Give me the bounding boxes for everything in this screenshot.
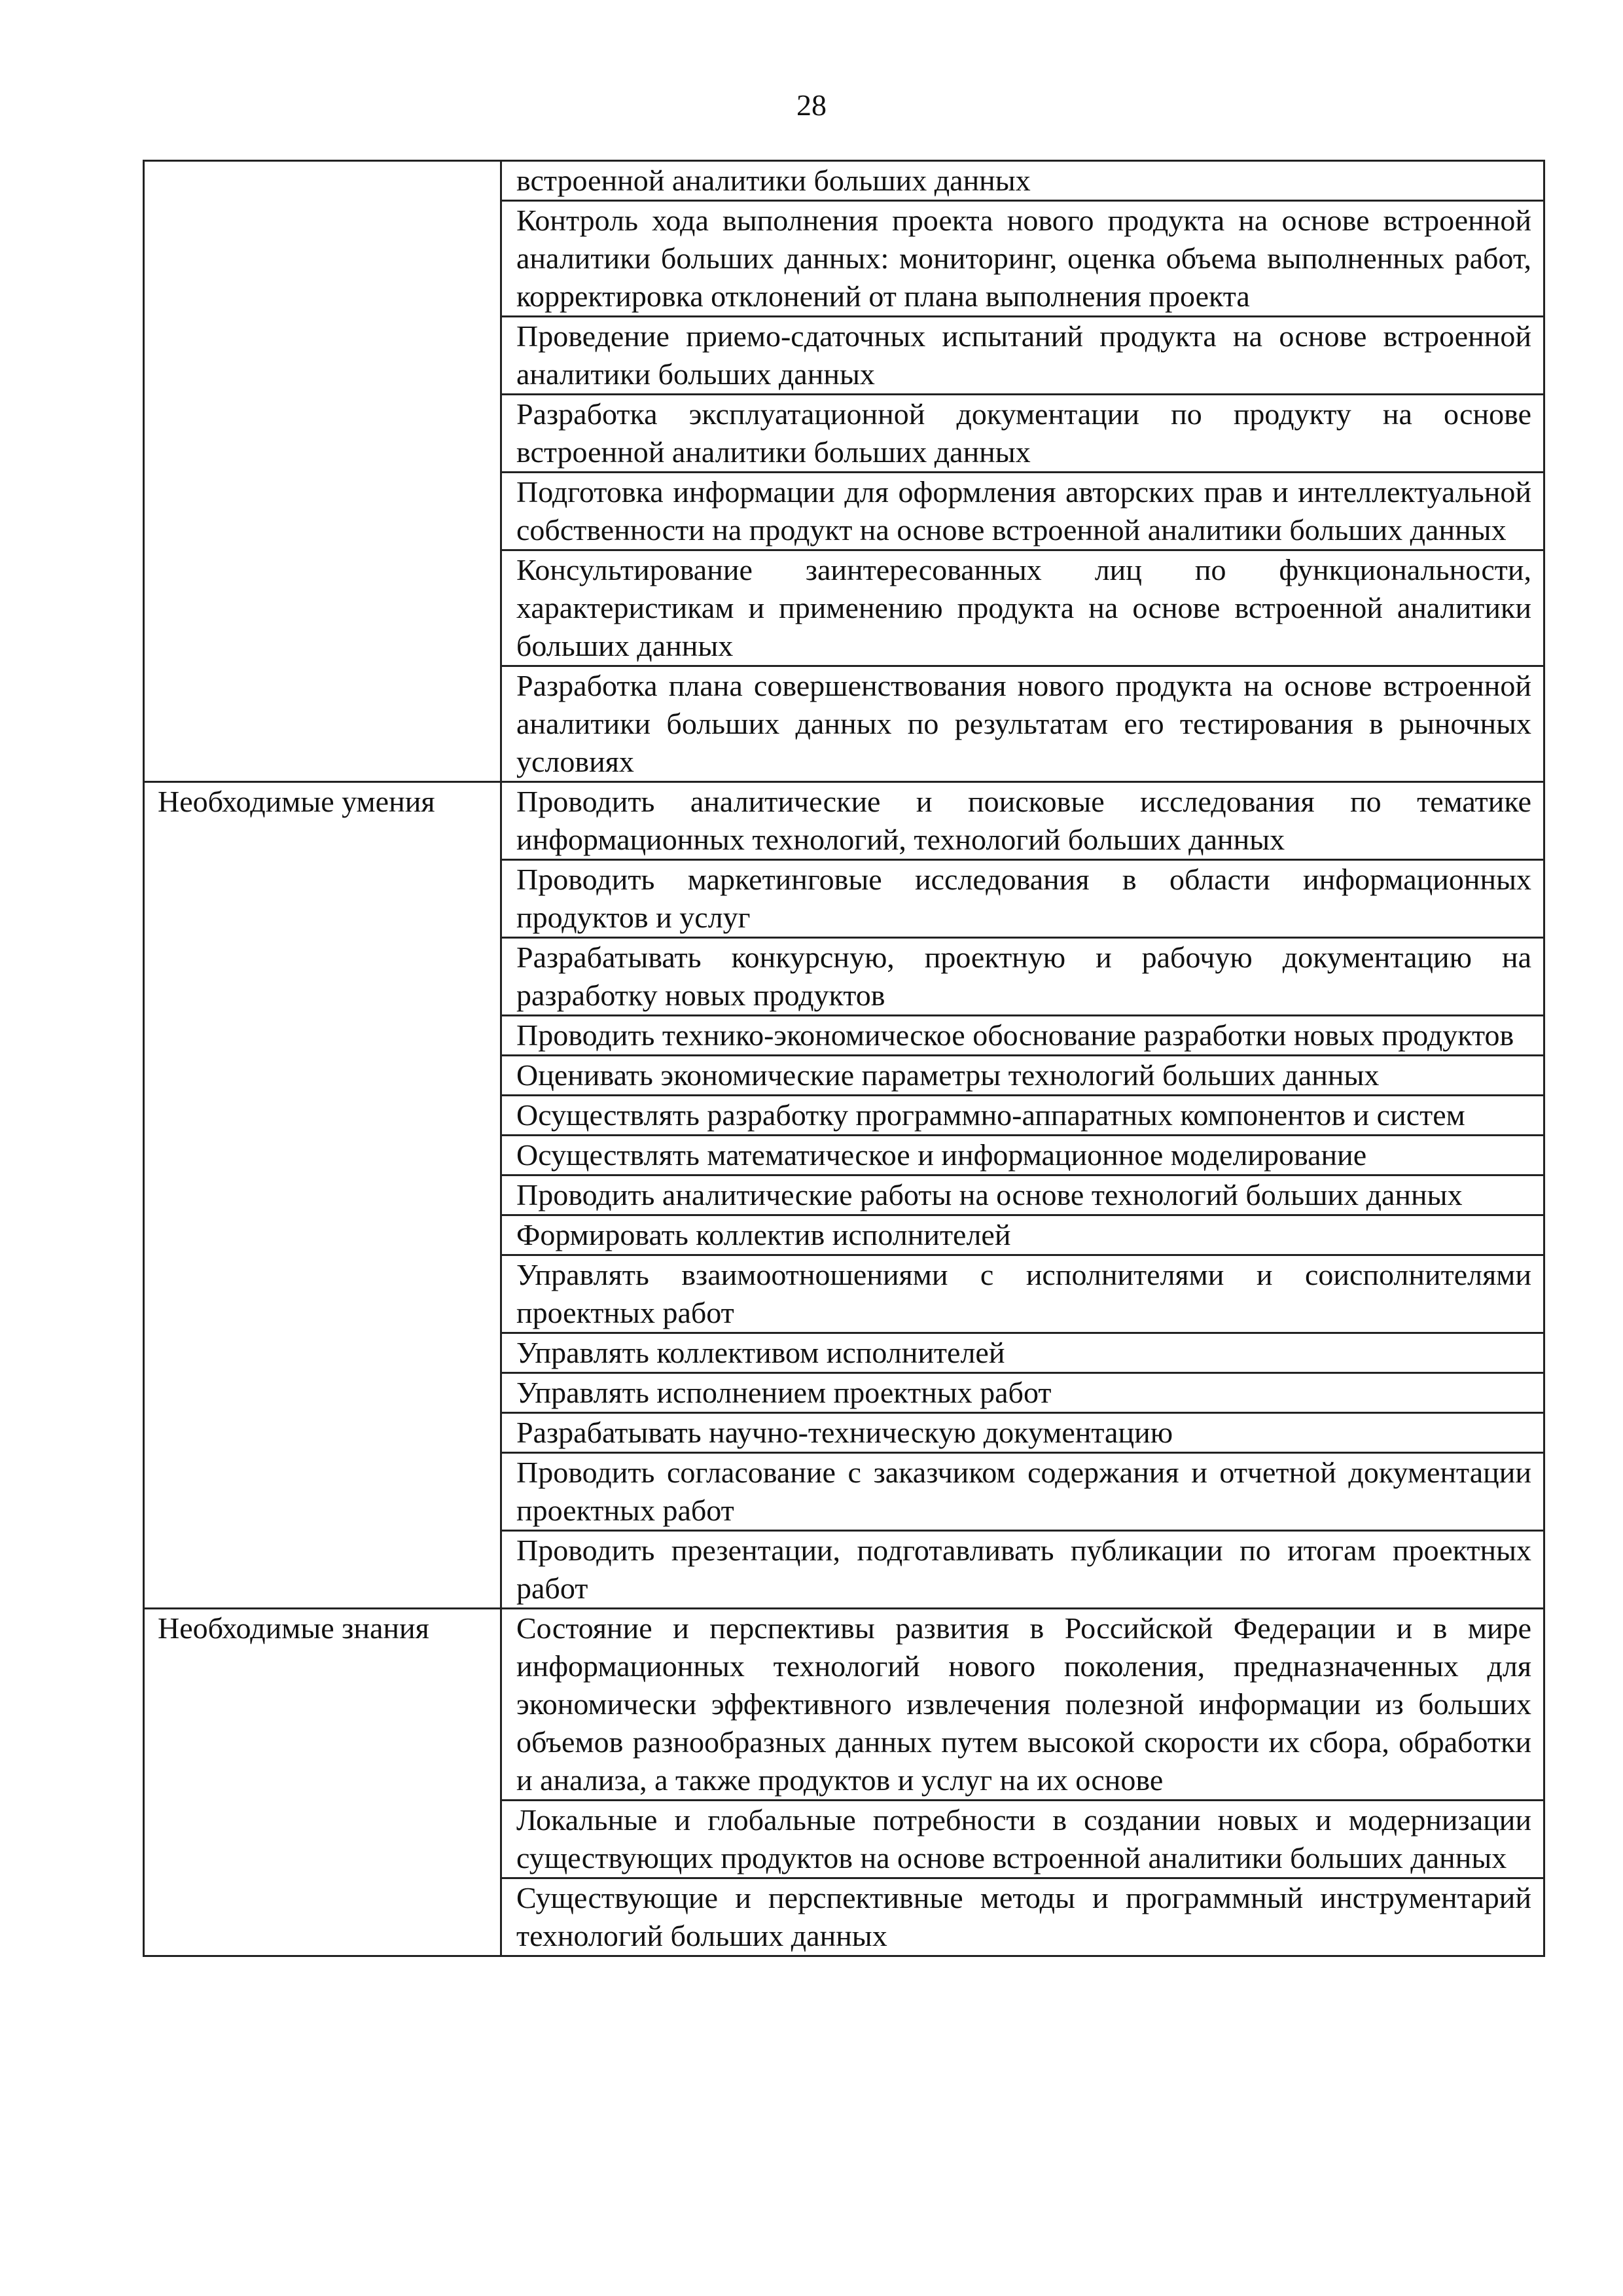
requirement-cell: Проводить презентации, подготавливать публикации по итогам проектных работ [501, 1531, 1544, 1609]
requirement-cell: Разрабатывать конкурсную, проектную и рабочую документацию на разработку новых продуктов [501, 938, 1544, 1016]
requirement-cell: встроенной аналитики больших данных [501, 161, 1544, 201]
requirement-cell: Разработка эксплуатационной документации по продукту на основе встроенной аналитики больших данных [501, 395, 1544, 473]
section-label-cell: Необходимые знания [144, 1609, 501, 1956]
requirement-cell: Контроль хода выполнения проекта нового продукта на основе встроенной аналитики больших данных: мониторинг, оценка объема выполненных работ, корректировка отклонений от плана выполнения проекта [501, 201, 1544, 317]
requirement-cell: Оценивать экономические параметры технологий больших данных [501, 1056, 1544, 1096]
requirement-cell: Разрабатывать научно-техническую документацию [501, 1413, 1544, 1453]
requirements-table-body [144, 161, 1544, 1956]
page-number: 28 [796, 88, 827, 122]
requirement-cell: Управлять взаимоотношениями с исполнителями и соисполнителями проектных работ [501, 1255, 1544, 1333]
requirement-cell: Осуществлять разработку программно-аппаратных компонентов и систем [501, 1096, 1544, 1136]
requirement-cell: Существующие и перспективные методы и программный инструментарий технологий больших данных [501, 1878, 1544, 1956]
section-label-cell: Необходимые умения [144, 782, 501, 1609]
table-row [144, 1609, 1544, 1801]
requirement-cell: Проводить маркетинговые исследования в области информационных продуктов и услуг [501, 860, 1544, 938]
requirement-cell: Состояние и перспективы развития в Российской Федерации и в мире информационных технологий нового поколения, предназначенных для экономически эффективного извлечения полезной информации из больших объемов разнообразных данных путем высокой скорости их сбора, обработки и анализа, а также продуктов и услуг на их основе [501, 1609, 1544, 1801]
requirement-cell: Проводить согласование с заказчиком содержания и отчетной документации проектных работ [501, 1453, 1544, 1531]
requirements-table [143, 160, 1545, 1957]
requirement-cell: Проводить аналитические работы на основе технологий больших данных [501, 1175, 1544, 1215]
table-row [144, 782, 1544, 860]
requirement-cell: Управлять коллективом исполнителей [501, 1333, 1544, 1373]
section-label-cell [144, 161, 501, 782]
table-row [144, 161, 1544, 201]
requirement-cell: Консультирование заинтересованных лиц по функциональности, характеристикам и применению продукта на основе встроенной аналитики больших данных [501, 550, 1544, 666]
requirement-cell: Проведение приемо-сдаточных испытаний продукта на основе встроенной аналитики больших данных [501, 317, 1544, 395]
requirement-cell: Осуществлять математическое и информационное моделирование [501, 1136, 1544, 1175]
requirement-cell: Формировать коллектив исполнителей [501, 1215, 1544, 1255]
requirement-cell: Проводить технико-экономическое обоснование разработки новых продуктов [501, 1016, 1544, 1056]
requirement-cell: Разработка плана совершенствования нового продукта на основе встроенной аналитики больших данных по результатам его тестирования в рыночных условиях [501, 666, 1544, 782]
requirement-cell: Локальные и глобальные потребности в создании новых и модернизации существующих продуктов на основе встроенной аналитики больших данных [501, 1801, 1544, 1878]
requirement-cell: Подготовка информации для оформления авторских прав и интеллектуальной собственности на продукт на основе встроенной аналитики больших данных [501, 473, 1544, 550]
requirement-cell: Управлять исполнением проектных работ [501, 1373, 1544, 1413]
requirement-cell: Проводить аналитические и поисковые исследования по тематике информационных технологий, технологий больших данных [501, 782, 1544, 860]
